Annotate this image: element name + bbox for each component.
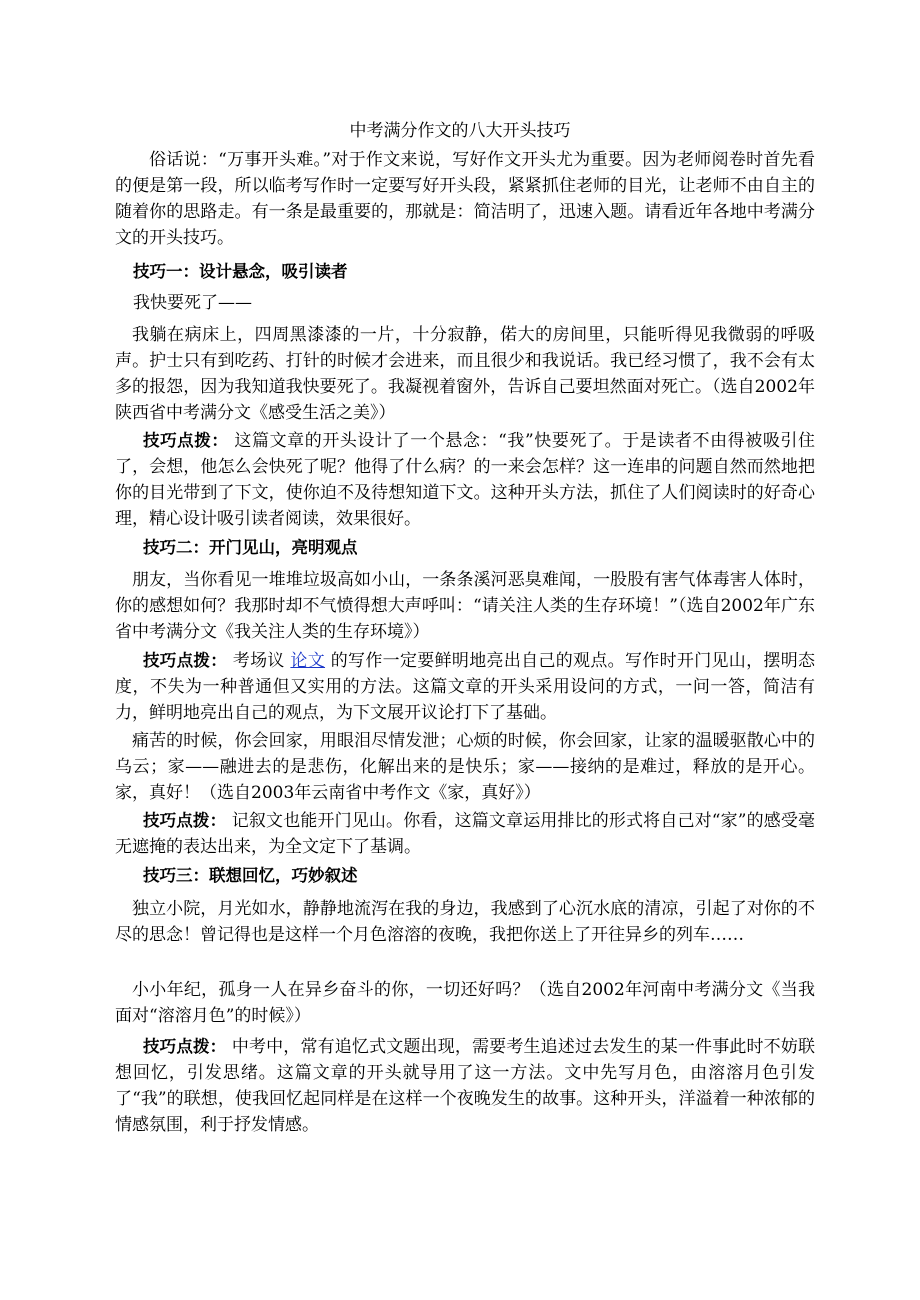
- tip2-comment1-before: 考场议: [232, 651, 285, 671]
- tip3-heading: 技巧三：联想回忆，巧妙叙述: [143, 866, 358, 885]
- tip2-comment1-after: 的写作一定要鲜明地亮出自己的观点。写作时开门见山，摆明态度，不失为一种普通但又实用的方法。这篇文章的开头采用设问的方式，一问一答，简洁有力，鲜明地亮出自己的观点，为下文展开议论打下了基础。: [115, 651, 816, 723]
- tip1-example: 我躺在病床上，四周黑漆漆的一片，十分寂静，偌大的房间里，只能听得见我微弱的呼吸声。护士只有到吃药、打针的时候才会进来，而且很少和我说话。我已经习惯了，我不会有太多的报怨，因为我知道我快要死了。我凝视着窗外，告诉自己要坦然面对死亡。（选自2002年陕西省中考满分文《感受生活之美》）: [115, 325, 815, 423]
- tip2-heading: 技巧二：开门见山，亮明观点: [143, 538, 358, 557]
- tip3-comment-label: 技巧点拨：: [143, 1037, 227, 1056]
- tip3-comment-text: 中考中，常有追忆式文题出现，需要考生追述过去发生的某一件事此时不妨联想回忆，引发思绪。这篇文章的开头就导用了这一方法。文中先写月色，由溶溶月色引发了“我”的联想，使我回忆起同样是在这样一个夜晚发生的故事。这种开头，洋溢着一种浓郁的情感氛围，利于抒发情感。: [115, 1037, 815, 1135]
- tip1-line: 我快要死了——: [133, 293, 252, 313]
- tip1-comment-text: 这篇文章的开头设计了一个悬念：“我”快要死了。于是读者不由得被吸引住了，会想，他怎么会快死了呢？他得了什么病？的一来会怎样？这一连串的问题自然而然地把你的目光带到了下文，使你迫不及待想知道下文。这种开头方法，抓住了人们阅读时的好奇心理，精心设计吸引读者阅读，效果很好。: [115, 431, 816, 529]
- page-title: 中考满分作文的八大开头技巧: [349, 121, 571, 141]
- intro-paragraph: 俗话说：“万事开头难。”对于作文来说，写好作文开头尤为重要。因为老师阅卷时首先看的便是第一段，所以临考写作时一定要写好开头段，紧紧抓住老师的目光，让老师不由自主的随着你的思路走。有一条是最重要的，那就是：简洁明了，迅速入题。请看近年各地中考满分文的开头技巧。: [115, 150, 815, 248]
- tip1-comment-label: 技巧点拨：: [143, 431, 229, 450]
- tip3-example2: 小小年纪，孤身一人在异乡奋斗的你，一切还好吗？（选自2002年河南中考满分文《当我面对“溶溶月色”的时候》）: [115, 980, 815, 1026]
- tip2-comment2: [115, 808, 815, 860]
- tip3-example1: 独立小院，月光如水，静静地流泻在我的身边，我感到了心沉水底的清凉，引起了对你的不尽的思念！曾记得也是这样一个月色溶溶的夜晚，我把你送上了开往异乡的列车……: [115, 899, 815, 945]
- tip1-comment: [115, 428, 815, 532]
- tip2-comment2-label: 技巧点拨：: [143, 811, 227, 830]
- tip3-comment: [115, 1034, 815, 1138]
- tip2-comment1: [115, 648, 815, 726]
- tip2-example1: 朋友，当你看见一堆堆垃圾高如小山，一条条溪河恶臭难闻，一股股有害气体毒害人体时，你的感想如何？我那时却不气愤得想大声呼叫：“请关注人类的生存环境！”（选自2002年广东省中考满分文《我关注人类的生存环境》）: [115, 570, 815, 642]
- tip2-comment2-text: 记叙文也能开门见山。你看，这篇文章运用排比的形式将自己对“家”的感受毫无遮掩的表达出来，为全文定下了基调。: [115, 811, 815, 857]
- tip2-example2: 痛苦的时候，你会回家，用眼泪尽情发泄；心烦的时候，你会回家，让家的温暖驱散心中的乌云；家——融进去的是悲伤，化解出来的是快乐；家——接纳的是难过，释放的是开心。家，真好！（选自2003年云南省中考作文《家，真好》）: [115, 731, 815, 803]
- tip1-heading: 技巧一：设计悬念，吸引读者: [133, 262, 348, 281]
- lunwen-link[interactable]: 论文: [290, 651, 326, 671]
- tip2-comment1-label: 技巧点拨：: [143, 651, 228, 670]
